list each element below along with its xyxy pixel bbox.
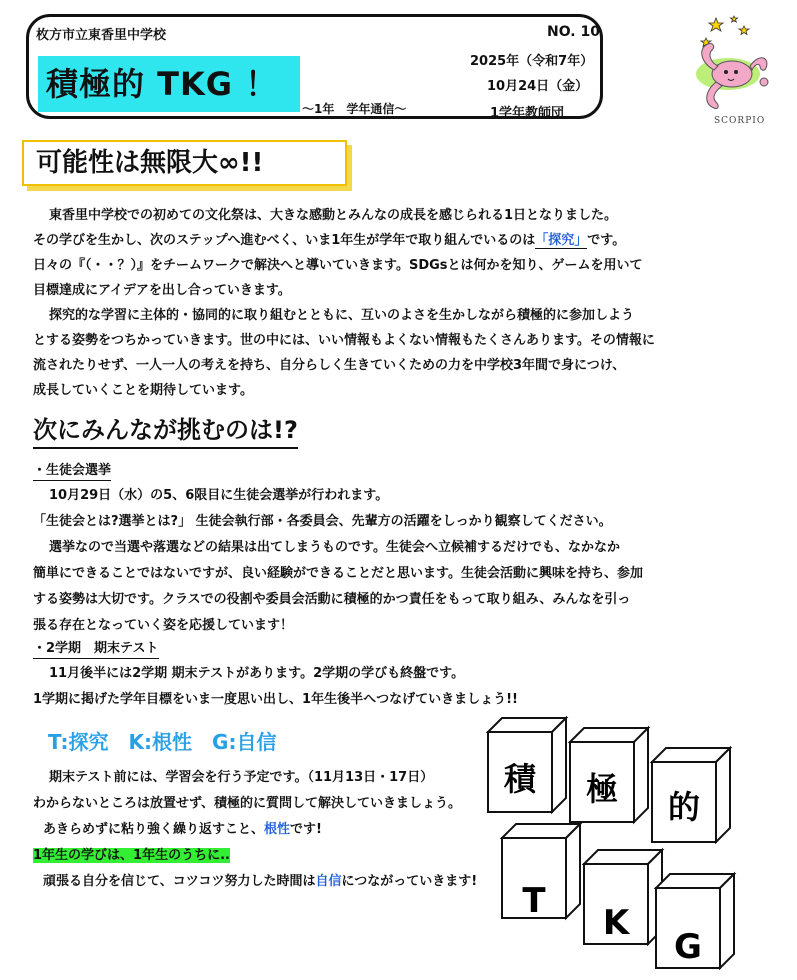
cube-g-label: G	[674, 927, 702, 967]
tkg-cubes-illustration	[480, 712, 780, 974]
author-team: 1学年教師団	[490, 106, 565, 121]
tkg-motto: T:探究 K:根性 G:自信	[48, 730, 277, 754]
cube-teki	[652, 748, 730, 842]
section1-line-5: 探究的な学習に主体的・協同的に取り組むとともに、互いのよさを生かしながら積極的に参加しよう	[49, 308, 635, 323]
cube-t-label: T	[522, 881, 546, 921]
jishin-emphasis: 自信	[315, 874, 342, 889]
section1-line-3: 日々の『（・・？）』をチームワークで解決へと導いていきます。SDGsとは何かを知り、ゲームを用いて	[33, 258, 643, 273]
section1-line-1: 東香里中学校での初めての文化祭は、大きな感動とみんなの成長を感じられる1日となりました。	[49, 208, 618, 223]
cube-k-label: K	[602, 903, 630, 943]
cube-kyoku-label: 極	[585, 770, 619, 808]
closing-line-2: わからないところは放置せず、積極的に質問して解決していきましょう。	[33, 796, 461, 811]
newsletter-title: 積極的 TKG ！	[38, 56, 300, 112]
cube-t	[502, 824, 580, 921]
exam-line-1: 11月後半には2学期 期末テストがあります。2学期の学びも終盤です。	[49, 666, 465, 681]
section1-heading: 可能性は無限大∞!!	[22, 140, 347, 186]
scorpio-label: SCORPIO	[714, 116, 766, 126]
election-line-2: 「生徒会とは?選挙とは?」 生徒会執行部・各委員会、先輩方の活躍をしっかり観察してください。	[33, 514, 612, 529]
closing-line-5: 頑張る自分を信じて、コツコツ努力した時間は自信につながっていきます!	[43, 874, 478, 889]
closing-highlight: 1年生の学びは、1年生のうちに..	[33, 848, 230, 863]
konjo-emphasis: 根性	[264, 822, 291, 837]
cube-seki-label: 積	[503, 760, 537, 798]
closing-line-1: 期末テスト前には、学習会を行う予定です。（11月13日・17日）	[49, 770, 434, 785]
cube-g	[656, 874, 734, 968]
election-title: ・生徒会選挙	[33, 462, 111, 481]
exam-title: ・2学期 期末テスト	[33, 640, 159, 659]
closing-line-3: あきらめずに粘り強く繰り返すこと、根性です!	[43, 822, 322, 837]
election-line-3: 選挙なので当選や落選などの結果は出てしまうものです。生徒会へ立候補するだけでも、なかなか	[49, 540, 620, 555]
tankyu-emphasis: 「探究」	[535, 233, 588, 248]
section1-line-4: 目標達成にアイデアを出し合っていきます。	[33, 283, 291, 298]
scorpio-illustration-icon	[686, 12, 776, 116]
section1-line-6: とする姿勢をつちかっていきます。世の中には、いい情報もよくない情報もたくさんあります。その情報に	[33, 333, 655, 348]
issue-date-year: 2025年（令和7年）	[470, 54, 594, 69]
election-line-4: 簡単にできることではないですが、良い経験ができることだと思います。生徒会活動に興味を持ち、参加	[33, 566, 643, 581]
issue-date-day: 10月24日（金）	[487, 79, 589, 94]
issue-number: NO. 10	[547, 24, 600, 40]
newsletter-subtitle: ～1年 学年通信～	[302, 102, 407, 116]
cube-teki-label: 的	[667, 788, 701, 826]
cube-k	[584, 850, 662, 944]
cube-kyoku	[570, 728, 648, 822]
exam-line-2: 1学期に掲げた学年目標をいま一度思い出し、1年生後半へつなげていきましょう!!	[33, 692, 518, 707]
election-line-6: 張る存在となっていく姿を応援しています！	[33, 618, 294, 633]
election-line-5: する姿勢は大切です。クラスでの役割や委員会活動に積極的かつ責任をもって取り組み、みんなを引っ	[33, 592, 631, 607]
section1-line-7: 流されたりせず、一人一人の考えを持ち、自分らしく生きていくための力を中学校3年間で身につけ、	[33, 358, 626, 373]
school-name: 枚方市立東香里中学校	[36, 28, 167, 43]
cube-seki	[488, 718, 566, 812]
election-line-1: 10月29日（水）の5、6限目に生徒会選挙が行われます。	[49, 488, 389, 503]
section2-heading: 次にみんなが挑むのは!?	[33, 415, 298, 449]
section1-line-8: 成長していくことを期待しています。	[33, 383, 253, 398]
section1-line-2: その学びを生かし、次のステップへ進むべく、いま1年生が学年で取り組んでいるのは「探究」です。	[33, 233, 626, 248]
